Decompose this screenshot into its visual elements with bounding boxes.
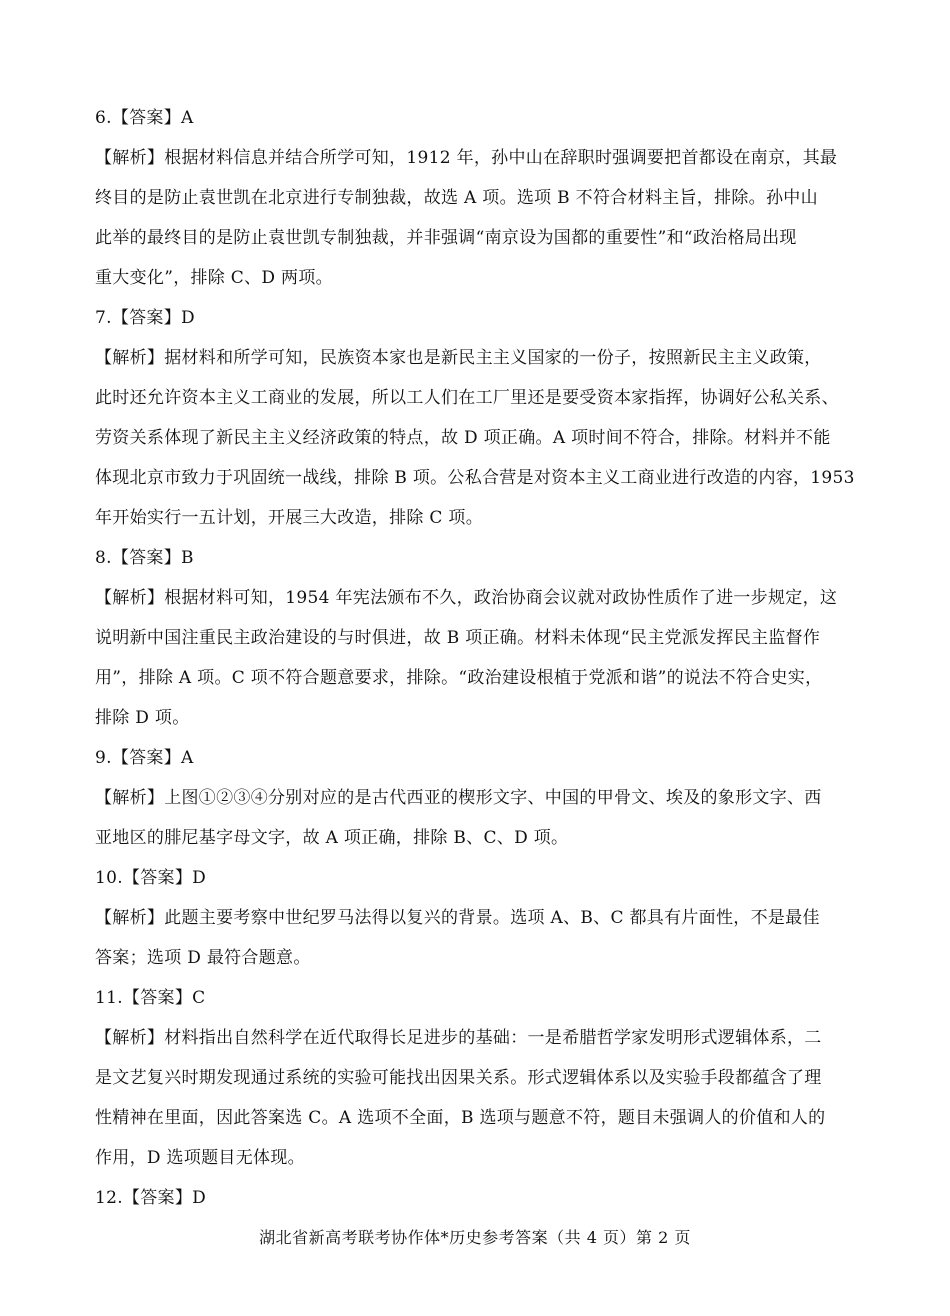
explanation-line: 此举的最终目的是防止袁世凯专制独裁，并非强调“南京设为国都的重要性”和“政治格局出现 <box>95 228 797 248</box>
explanation-line: 说明新中国注重民主政治建设的与时俱进，故 B 项正确。材料未体现“民主党派发挥民主监督作 <box>95 628 821 648</box>
explanation-line: 【解析】此题主要考察中世纪罗马法得以复兴的背景。选项 A、B、C 都具有片面性，不是最佳 <box>95 908 820 928</box>
explanation-line: 【解析】根据材料信息并结合所学可知，1912 年，孙中山在辞职时强调要把首都设在南京，其最 <box>95 148 838 168</box>
answer-line-q12: 12.【答案】D <box>95 1188 207 1208</box>
explanation-line: 年开始实行一五计划，开展三大改造，排除 C 项。 <box>95 508 484 528</box>
explanation-line: 【解析】材料指出自然科学在近代取得长足进步的基础：一是希腊哲学家发明形式逻辑体系，二 <box>95 1028 822 1048</box>
explanation-line: 终目的是防止袁世凯在北京进行专制独裁，故选 A 项。选项 B 不符合材料主旨，排除。孙中山 <box>95 188 818 208</box>
explanation-line: 是文艺复兴时期发现通过系统的实验可能找出因果关系。形式逻辑体系以及实验手段都蕴含了理 <box>95 1068 822 1088</box>
explanation-line: 用”，排除 A 项。C 项不符合题意要求，排除。“政治建设根植于党派和谐”的说法不符合史实， <box>95 668 823 688</box>
explanation-line: 劳资关系体现了新民主主义经济政策的特点，故 D 项正确。A 项时间不符合，排除。材料并不能 <box>95 428 831 448</box>
answer-line-q11: 11.【答案】C <box>95 988 206 1008</box>
page-footer: 湖北省新高考联考协作体*历史参考答案（共 4 页）第 2 页 <box>259 1228 691 1247</box>
answer-key-body <box>95 98 855 1218</box>
explanation-line: 【解析】上图①②③④分别对应的是古代西亚的楔形文字、中国的甲骨文、埃及的象形文字、西 <box>95 788 822 808</box>
explanation-line: 【解析】根据材料可知，1954 年宪法颁布不久，政治协商会议就对政协性质作了进一步规定，这 <box>95 588 838 608</box>
explanation-line: 此时还允许资本主义工商业的发展，所以工人们在工厂里还是要受资本家指挥，协调好公私关系、 <box>95 388 839 408</box>
explanation-line: 体现北京市致力于巩固统一战线，排除 B 项。公私合营是对资本主义工商业进行改造的内容，1953 <box>95 468 855 488</box>
explanation-line: 【解析】据材料和所学可知，民族资本家也是新民主主义国家的一份子，按照新民主主义政策， <box>95 348 822 368</box>
explanation-line: 亚地区的腓尼基字母文字，故 A 项正确，排除 B、C、D 项。 <box>95 828 569 848</box>
answer-line-q6: 6.【答案】A <box>95 108 194 128</box>
answer-line-q10: 10.【答案】D <box>95 868 207 888</box>
explanation-line: 答案；选项 D 最符合题意。 <box>95 948 311 968</box>
explanation-line: 重大变化”，排除 C、D 两项。 <box>95 268 333 288</box>
explanation-line: 作用，D 选项题目无体现。 <box>95 1148 305 1168</box>
answer-line-q9: 9.【答案】A <box>95 748 194 768</box>
answer-line-q8: 8.【答案】B <box>95 548 194 568</box>
explanation-line: 性精神在里面，因此答案选 C。A 选项不全面，B 选项与题意不符，题目未强调人的价值和人的 <box>95 1108 826 1128</box>
explanation-line: 排除 D 项。 <box>95 708 190 728</box>
answer-line-q7: 7.【答案】D <box>95 308 195 328</box>
